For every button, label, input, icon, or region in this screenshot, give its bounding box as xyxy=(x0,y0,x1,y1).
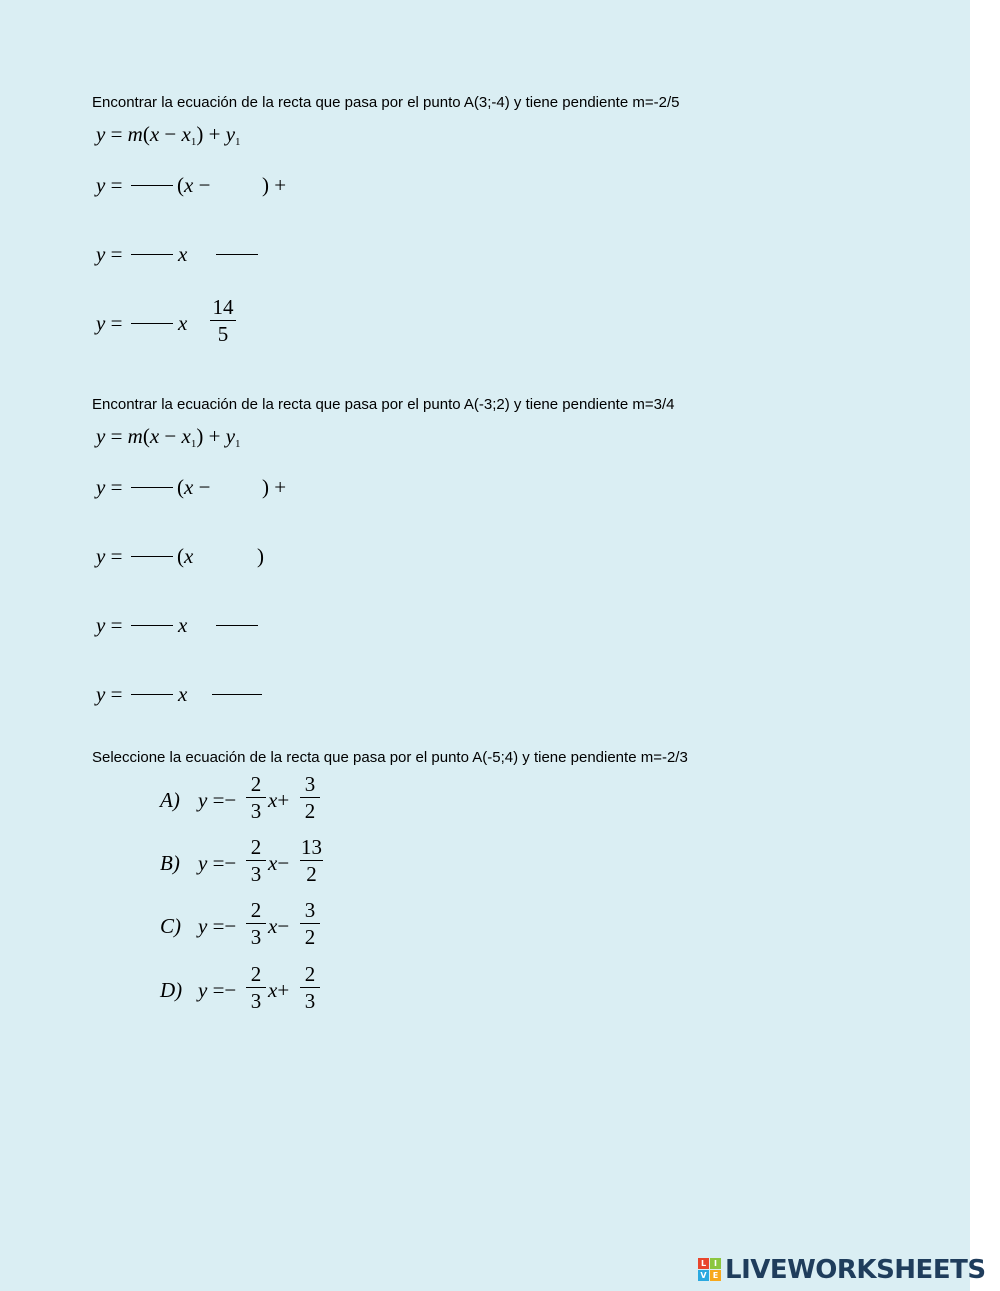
option-slope-fraction: 2 3 xyxy=(246,837,266,885)
option-x-term: x− xyxy=(268,851,290,875)
problem-2-step-3: y = xyxy=(96,544,123,568)
liveworksheets-logo-text: LIVEWORKSHEETS xyxy=(725,1255,986,1285)
problem-2-step-4: y = xyxy=(96,613,123,637)
p1-step3-const-blank[interactable] xyxy=(216,254,258,255)
p2-step4-coef-blank[interactable] xyxy=(131,625,173,626)
option-lhs: y =− xyxy=(198,788,237,812)
p2-slope-blank[interactable] xyxy=(131,487,173,488)
problem-1-point-slope-formula: y = m(x − x1) + y1 xyxy=(96,122,241,148)
option-x-term: x+ xyxy=(268,978,290,1002)
p1-step3-coef-blank[interactable] xyxy=(131,254,173,255)
p2-step2-paren: (x − xyxy=(177,475,211,499)
option-slope-fraction: 2 3 xyxy=(246,964,266,1012)
option-label: B) xyxy=(160,851,180,875)
option-x-term: x− xyxy=(268,914,290,938)
option-slope-fraction: 2 3 xyxy=(246,900,266,948)
option-label: A) xyxy=(160,788,180,812)
p1-step3-x: x xyxy=(178,242,188,266)
problem-1-step-3: y = xyxy=(96,242,123,266)
p1-step4-coef-blank[interactable] xyxy=(131,323,173,324)
option-slope-fraction: 2 3 xyxy=(246,774,266,822)
p2-step3-close: ) xyxy=(257,544,264,568)
p2-step2-close: ) + xyxy=(262,475,287,499)
p1-step4-x: x xyxy=(178,311,188,335)
option-lhs: y =− xyxy=(198,978,237,1002)
liveworksheets-logo-icon: L I V E xyxy=(698,1258,722,1282)
problem-1-statement: Encontrar la ecuación de la recta que pasa por el punto A(3;-4) y tiene pendiente m=-2/5 xyxy=(92,94,680,111)
p2-step5-coef-blank[interactable] xyxy=(131,694,173,695)
p1-step2-close: ) + xyxy=(262,173,287,197)
p2-step5-const-blank[interactable] xyxy=(212,694,262,695)
option-constant-fraction: 2 3 xyxy=(300,964,320,1012)
option-x-term: x+ xyxy=(268,788,290,812)
p1-slope-blank[interactable] xyxy=(131,185,173,186)
p2-step4-const-blank[interactable] xyxy=(216,625,258,626)
problem-1-step-4: y = xyxy=(96,311,123,335)
p2-step5-x: x xyxy=(178,682,188,706)
p2-step3-paren: (x xyxy=(177,544,194,568)
problem-2-point-slope-formula: y = m(x − x1) + y1 xyxy=(96,424,241,450)
option-lhs: y =− xyxy=(198,851,237,875)
p1-step2-paren: (x − xyxy=(177,173,211,197)
option-constant-fraction: 13 2 xyxy=(301,835,322,886)
problem-2-step-5: y = xyxy=(96,682,123,706)
problem-3-statement: Seleccione la ecuación de la recta que pasa por el punto A(-5;4) y tiene pendiente m=-2/3 xyxy=(92,749,688,766)
p2-step4-x: x xyxy=(178,613,188,637)
p1-step4-constant-fraction: 14 5 xyxy=(210,297,236,345)
problem-1-step-2: y = xyxy=(96,173,123,197)
problem-2-step-2: y = xyxy=(96,475,123,499)
option-constant-fraction: 3 2 xyxy=(300,774,320,822)
option-constant-fraction: 3 2 xyxy=(300,900,320,948)
option-label: C) xyxy=(160,914,181,938)
problem-2-statement: Encontrar la ecuación de la recta que pasa por el punto A(-3;2) y tiene pendiente m=3/4 xyxy=(92,396,675,413)
option-lhs: y =− xyxy=(198,914,237,938)
p2-step3-coef-blank[interactable] xyxy=(131,556,173,557)
option-label: D) xyxy=(160,978,183,1002)
